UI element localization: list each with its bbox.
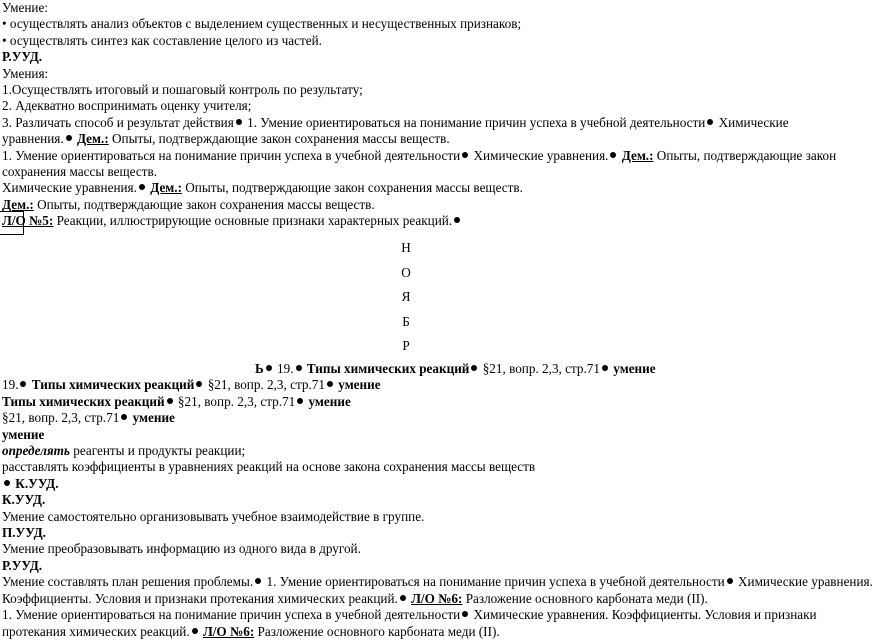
bullet-icon [296, 365, 302, 371]
text-fragment: 3. Различать способ и результат действия [2, 114, 234, 130]
text-line [2, 591, 814, 607]
text-line [2, 131, 814, 147]
text-line [2, 213, 814, 229]
text-fragment: Химические уравнения. [470, 147, 609, 163]
homework: §21, вопр. 2,3, стр.71 [174, 393, 296, 409]
ruud-heading: Р.УУД. [2, 49, 43, 65]
kuud-heading: К.УУД. [12, 475, 59, 491]
text-fragment: 1. Умение ориентироваться на понимание причин успеха в учебной деятельности [2, 147, 461, 163]
text-line [2, 197, 814, 213]
lab-label: Л/О №6: [202, 623, 255, 639]
list-item: • осуществлять анализ объектов с выделением существенных и несущественных признаков; [2, 16, 522, 32]
lab-label: Л/О №5: [2, 213, 54, 229]
text-fragment: умение [610, 361, 656, 376]
bullet-icon [610, 152, 616, 158]
text-fragment: определять [2, 443, 70, 459]
text-fragment: Опыты, подтверждающие закон [653, 147, 837, 163]
text-line [2, 410, 814, 426]
text-fragment: умение [305, 393, 351, 409]
month-letter: Б [402, 313, 410, 329]
bullet-icon [327, 381, 333, 387]
text-line [2, 180, 814, 196]
bullet-icon [462, 152, 468, 158]
text-fragment: 1. Умение ориентироваться на понимание причин успеха в учебной деятельности [243, 114, 706, 130]
lesson-topic: Типы химических реакций [28, 377, 195, 393]
bullet-icon [192, 628, 198, 634]
text-fragment: Умение составлять план решения проблемы. [2, 574, 254, 590]
bullet-icon [139, 184, 145, 190]
kuud-heading: К.УУД. [2, 492, 46, 508]
list-item: • осуществлять синтез как составление целого из частей. [2, 32, 322, 48]
text-fragment: Химические уравнения. Коэффициенты. Условия и признаки [470, 607, 817, 623]
demo-label: Дем.: [621, 147, 654, 163]
demo-label: Дем.: [150, 180, 182, 196]
text-line [2, 624, 814, 640]
text-fragment: Химические уравнения. [734, 574, 873, 590]
text-line: Умение преобразовывать информацию из одного вида в другой. [2, 541, 361, 557]
month-letter: Н [401, 240, 411, 255]
bullet-icon [400, 595, 406, 601]
text-fragment: уравнения. [2, 131, 64, 147]
bullet-icon [707, 119, 713, 125]
bullet-icon [454, 217, 460, 223]
text-line: умение [2, 426, 45, 442]
text-fragment: Химические уравнения. [2, 180, 137, 196]
text-line [2, 574, 873, 590]
lesson-topic: Типы химических реакций [303, 361, 470, 376]
text-fragment: 1. Умение ориентироваться на понимание причин успеха в учебной деятельности [2, 607, 461, 623]
month-letter: Я [401, 289, 411, 304]
ruud-heading: Р.УУД. [2, 557, 43, 573]
text-line [2, 443, 814, 459]
text-line [2, 394, 814, 410]
text-fragment: Опыты, подтверждающие закон сохранения массы веществ. [33, 196, 375, 212]
text-line [2, 115, 814, 131]
month-letter: Ь [255, 361, 264, 376]
text-fragment: Опыты, подтверждающие закон сохранения массы веществ. [181, 180, 523, 196]
list-item: 2. Адекватно воспринимать оценку учителя; [2, 98, 252, 114]
bullet-icon [602, 365, 608, 371]
lesson-topic: Типы химических реакций [2, 393, 165, 409]
homework: §21, вопр. 2,3, стр.71 [2, 410, 120, 426]
text-fragment: Разложение основного карбоната меди (II). [254, 623, 500, 639]
bullet-icon [236, 119, 242, 125]
document-bottom-section [2, 361, 873, 640]
homework: §21, вопр. 2,3, стр.71 [204, 377, 325, 393]
text-line [2, 476, 814, 492]
lesson-row [2, 361, 814, 377]
bullet-icon [66, 135, 72, 141]
bullet-icon [255, 578, 261, 584]
demo-label: Дем.: [76, 131, 109, 147]
month-letter: Р [402, 338, 410, 353]
bullet-icon [462, 611, 468, 617]
text-line: расставлять коэффициенты в уравнениях реакций на основе закона сохранения массы веществ [2, 459, 536, 475]
text-fragment: Коэффициенты. Условия и признаки протекания химических реакций. [2, 590, 398, 606]
skill-heading: Умение: [2, 0, 49, 15]
lesson-number: 19. [273, 361, 294, 376]
month-vertical-label [399, 236, 413, 359]
table-cell-fragment [0, 211, 24, 235]
bullet-icon [266, 365, 272, 371]
text-fragment: 1. Умение ориентироваться на понимание причин успеха в учебной деятельности [263, 574, 725, 590]
text-fragment: Химические [715, 114, 789, 130]
bullet-icon [727, 578, 733, 584]
text-line: Умение самостоятельно организовывать учебное взаимодействие в группе. [2, 508, 425, 524]
bullet-icon [4, 480, 10, 486]
text-line [2, 607, 817, 623]
demo-label: Дем.: [2, 196, 34, 212]
text-line [2, 147, 837, 164]
text-line [2, 377, 814, 393]
lesson-number: 19. [2, 377, 19, 393]
bullet-icon [167, 398, 173, 404]
text-line: сохранения массы веществ. [2, 164, 157, 180]
bullet-icon [20, 381, 26, 387]
text-fragment: умение [129, 410, 175, 426]
text-fragment: протекания химических реакций. [2, 623, 190, 639]
bullet-icon [471, 365, 477, 371]
text-fragment: Реакции, иллюстрирующие основные признаки характерных реакций. [53, 213, 453, 229]
lab-label: Л/О №6: [411, 590, 463, 606]
bullet-icon [297, 398, 303, 404]
bullet-icon [121, 414, 127, 420]
text-fragment: Разложение основного карбоната меди (II). [462, 590, 708, 606]
text-fragment: реагенты и продукты реакции; [69, 443, 246, 459]
skills-heading: Умения: [2, 65, 49, 81]
document-top-section [2, 0, 837, 230]
text-fragment: Опыты, подтверждающие закон сохранения массы веществ. [108, 131, 450, 147]
list-item: 1.Осуществлять итоговый и пошаговый контроль по результату; [2, 82, 363, 98]
homework: §21, вопр. 2,3, стр.71 [479, 361, 600, 376]
puud-heading: П.УУД. [2, 525, 46, 541]
month-letter: О [401, 264, 411, 280]
bullet-icon [196, 381, 202, 387]
text-fragment: умение [334, 377, 381, 393]
